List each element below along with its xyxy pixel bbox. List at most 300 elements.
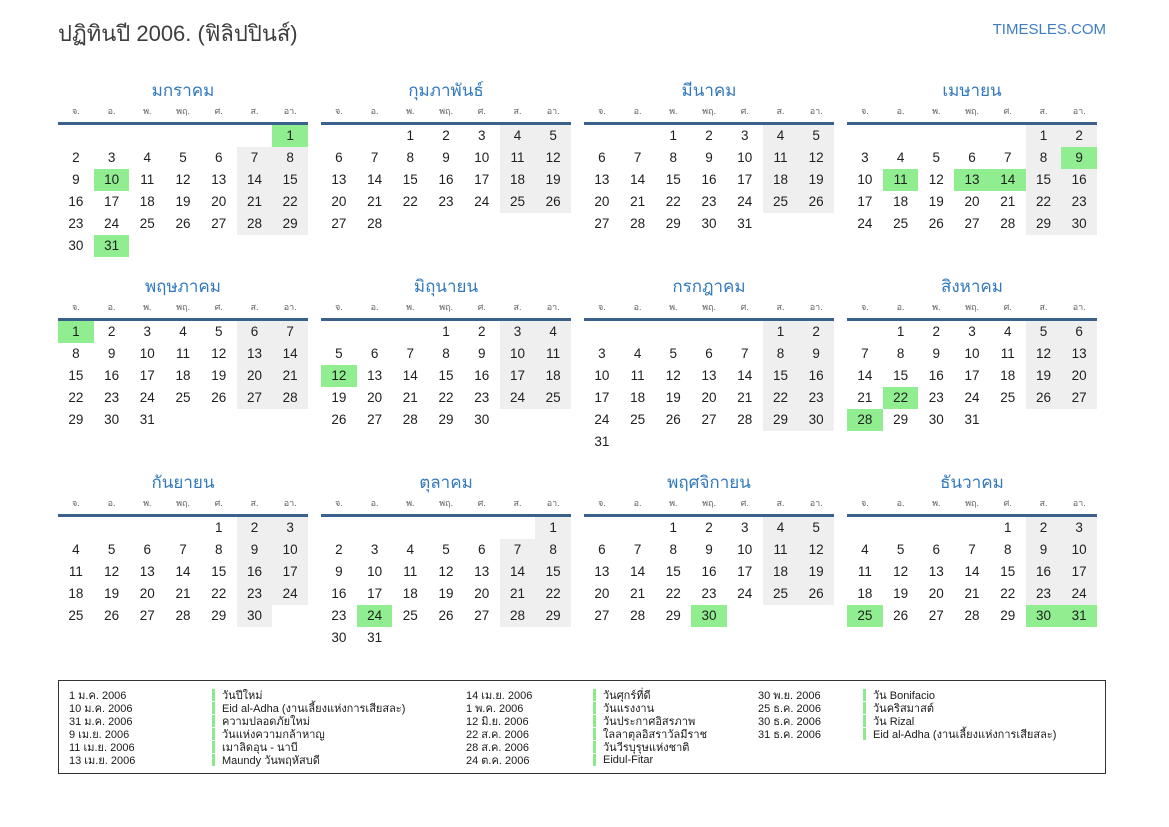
empty-cell	[763, 213, 799, 235]
weekday-header: ศ.	[477, 498, 486, 508]
day-cell: 9	[1026, 539, 1062, 561]
day-cell: 25	[630, 412, 646, 427]
day-cell: 16	[798, 365, 834, 387]
day-cell: 30	[798, 409, 834, 431]
day-cell: 14	[990, 169, 1026, 191]
day-cell: 8	[1026, 147, 1062, 169]
day-cell: 14	[630, 172, 646, 187]
day-cell: 6	[932, 542, 941, 557]
day-cell: 3	[740, 128, 749, 143]
week-row	[584, 321, 834, 343]
week-row	[847, 517, 1097, 539]
empty-cell	[620, 125, 656, 147]
day-cell: 26	[211, 390, 227, 405]
empty-cell	[620, 431, 656, 453]
day-cell: 19	[893, 586, 909, 601]
empty-cell	[691, 431, 727, 453]
day-cell: 1	[272, 125, 308, 147]
day-cell: 16	[928, 368, 944, 383]
day-cell: 16	[1061, 169, 1097, 191]
day-cell: 28	[630, 608, 646, 623]
day-cell: 1	[763, 321, 799, 343]
day-cell: 27	[594, 216, 610, 231]
day-cell: 13	[594, 564, 610, 579]
legend-group	[758, 688, 1105, 740]
empty-cell	[392, 321, 428, 343]
holiday-marker-icon	[212, 754, 215, 766]
legend-label: วัน Bonifacio	[873, 689, 936, 702]
day-cell: 6	[598, 150, 606, 165]
weekday-header: พฤ.	[176, 302, 190, 312]
day-cell: 5	[335, 346, 343, 361]
legend-label: Eid al-Adha (งานเลี้ยงแห่งการเสียสละ)	[222, 702, 406, 715]
week-row	[58, 387, 308, 409]
legend-date: 22 ส.ค. 2006	[466, 728, 530, 741]
holiday-marker-icon	[593, 702, 596, 714]
day-cell: 8	[272, 147, 308, 169]
month-6	[321, 273, 571, 469]
weekday-header: ส.	[513, 106, 522, 116]
day-cell: 13	[954, 169, 990, 191]
day-cell: 15	[438, 368, 454, 383]
week-row	[847, 539, 1097, 561]
day-cell: 4	[1003, 324, 1012, 339]
day-cell: 26	[331, 412, 347, 427]
day-cell: 10	[737, 150, 753, 165]
day-cell: 4	[896, 150, 905, 165]
day-cell: 17	[500, 365, 536, 387]
weekday-header: จ.	[334, 302, 343, 312]
day-cell: 30	[1026, 605, 1062, 627]
weekday-header: พฤ.	[176, 106, 190, 116]
day-cell: 3	[500, 321, 536, 343]
empty-cell	[94, 125, 130, 147]
day-cell: 10	[139, 346, 155, 361]
empty-cell	[428, 517, 464, 539]
legend-label: Eid al-Adha (งานเลี้ยงแห่งการเสียสละ)	[873, 728, 1057, 741]
legend-item	[69, 753, 466, 766]
empty-cell	[129, 517, 165, 539]
day-cell: 13	[928, 564, 944, 579]
week-row	[847, 191, 1097, 213]
day-cell: 16	[104, 368, 120, 383]
day-cell: 7	[272, 321, 308, 343]
week-row	[58, 125, 308, 147]
empty-cell	[655, 321, 691, 343]
week-row	[321, 583, 571, 605]
day-cell: 19	[535, 169, 571, 191]
weekday-header-row	[321, 104, 571, 125]
day-cell: 24	[474, 194, 490, 209]
day-cell: 13	[331, 172, 347, 187]
weekday-header: พฤ.	[439, 302, 453, 312]
day-cell: 4	[633, 346, 642, 361]
day-cell: 11	[535, 343, 571, 365]
month-3	[584, 77, 834, 273]
legend-date: 24 ต.ค. 2006	[466, 754, 530, 767]
legend-date: 1 ม.ค. 2006	[69, 689, 127, 702]
weekday-header: พฤ.	[965, 498, 979, 508]
day-cell: 21	[737, 390, 753, 405]
day-cell: 1	[535, 517, 571, 539]
legend-label: เมาลิดอุน - นาบี	[222, 741, 298, 754]
day-cell: 18	[402, 586, 418, 601]
day-cell: 25	[763, 191, 799, 213]
week-row	[847, 147, 1097, 169]
day-cell: 2	[798, 321, 834, 343]
day-cell: 1	[442, 324, 450, 339]
weekday-header: พฤ.	[702, 498, 716, 508]
legend-label: วันวีรบุรุษแห่งชาติ	[603, 741, 690, 754]
day-cell: 24	[139, 390, 155, 405]
day-cell: 20	[594, 586, 610, 601]
week-row	[584, 125, 834, 147]
weekday-header: อ.	[370, 498, 379, 508]
legend-date: 11 เม.ย. 2006	[69, 741, 135, 754]
weekday-header: ส.	[776, 498, 785, 508]
week-row	[584, 539, 834, 561]
empty-cell	[94, 517, 130, 539]
weekday-header: อ.	[370, 106, 379, 116]
day-cell: 10	[367, 564, 383, 579]
legend-label: วันคริสมาสต์	[873, 702, 934, 715]
weekday-header: พ.	[932, 498, 941, 508]
day-cell: 20	[367, 390, 383, 405]
day-cell: 22	[402, 194, 418, 209]
day-cell: 25	[175, 390, 191, 405]
weekday-header: ส.	[513, 498, 522, 508]
day-cell: 8	[535, 539, 571, 561]
day-cell: 24	[500, 387, 536, 409]
weekday-header: จ.	[71, 498, 80, 508]
day-cell: 4	[500, 125, 536, 147]
day-cell: 10	[94, 169, 130, 191]
day-cell: 23	[68, 216, 84, 231]
empty-cell	[500, 517, 536, 539]
day-cell: 5	[179, 150, 187, 165]
day-cell: 3	[272, 517, 308, 539]
empty-cell	[392, 213, 428, 235]
day-cell: 22	[1000, 586, 1016, 601]
weekday-header: ส.	[776, 106, 785, 116]
empty-cell	[237, 235, 273, 257]
week-row	[847, 343, 1097, 365]
day-cell: 6	[335, 150, 343, 165]
empty-cell	[763, 431, 799, 453]
week-row	[321, 627, 571, 649]
legend-date: 25 ธ.ค. 2006	[758, 702, 822, 715]
legend-date: 31 ม.ค. 2006	[69, 715, 133, 728]
weekday-header: พ.	[932, 106, 941, 116]
holiday-marker-icon	[593, 689, 596, 701]
day-cell: 13	[237, 343, 273, 365]
day-cell: 22	[883, 387, 919, 409]
week-row	[847, 169, 1097, 191]
day-cell: 18	[175, 368, 191, 383]
day-cell: 7	[861, 346, 869, 361]
day-cell: 18	[893, 194, 909, 209]
day-cell: 8	[1003, 542, 1012, 557]
weekday-header: ศ.	[1003, 302, 1012, 312]
day-cell: 30	[691, 605, 727, 627]
empty-cell	[272, 409, 308, 431]
weekday-header-row	[584, 496, 834, 517]
day-cell: 15	[893, 368, 909, 383]
day-cell: 7	[237, 147, 273, 169]
day-cell: 26	[438, 608, 454, 623]
empty-cell	[798, 605, 834, 627]
empty-cell	[620, 321, 656, 343]
day-cell: 25	[763, 583, 799, 605]
day-cell: 7	[500, 539, 536, 561]
weekday-header-row	[847, 496, 1097, 517]
day-cell: 24	[737, 194, 753, 209]
day-cell: 29	[272, 213, 308, 235]
day-cell: 10	[500, 343, 536, 365]
legend-date: 9 เม.ย. 2006	[69, 728, 130, 741]
day-cell: 24	[357, 605, 393, 627]
day-cell: 29	[535, 605, 571, 627]
site-link[interactable]: TIMESLES.COM	[992, 21, 1106, 38]
week-row	[321, 365, 571, 387]
day-cell: 27	[964, 216, 980, 231]
month-2	[321, 77, 571, 273]
day-cell: 28	[402, 412, 418, 427]
empty-cell	[321, 517, 357, 539]
empty-cell	[763, 605, 799, 627]
day-cell: 26	[104, 608, 120, 623]
day-cell: 7	[406, 346, 415, 361]
empty-cell	[165, 409, 201, 431]
holiday-marker-icon	[212, 715, 215, 727]
week-row	[58, 169, 308, 191]
day-cell: 27	[1061, 387, 1097, 409]
week-row	[321, 147, 571, 169]
week-row	[321, 321, 571, 343]
month-title: เมษายน	[942, 81, 1002, 100]
legend-label: วันศุกร์ที่ดี	[603, 689, 651, 702]
weekday-header: พ.	[143, 302, 152, 312]
weekday-header-row	[847, 104, 1097, 125]
day-cell: 6	[370, 346, 379, 361]
holiday-marker-icon	[863, 728, 866, 740]
day-cell: 13	[701, 368, 717, 383]
day-cell: 2	[72, 150, 80, 165]
week-row	[58, 321, 308, 343]
week-row	[58, 191, 308, 213]
day-cell: 18	[500, 169, 536, 191]
weekday-header: อ.	[633, 498, 642, 508]
day-cell: 21	[630, 586, 646, 601]
day-cell: 23	[701, 586, 717, 601]
day-cell: 30	[331, 630, 347, 645]
legend-label: วัน Rizal	[873, 715, 915, 728]
day-cell: 20	[701, 390, 717, 405]
day-cell: 4	[535, 321, 571, 343]
empty-cell	[584, 321, 620, 343]
empty-cell	[727, 321, 763, 343]
weekday-header: จ.	[334, 498, 343, 508]
week-row	[584, 561, 834, 583]
day-cell: 28	[500, 605, 536, 627]
week-row	[321, 561, 571, 583]
day-cell: 22	[1026, 191, 1062, 213]
day-cell: 7	[633, 542, 642, 557]
weekday-header: ส.	[1039, 106, 1048, 116]
empty-cell	[129, 235, 165, 257]
day-cell: 27	[701, 412, 717, 427]
day-cell: 14	[175, 564, 191, 579]
day-cell: 12	[321, 365, 357, 387]
day-cell: 17	[964, 368, 980, 383]
day-cell: 18	[139, 194, 155, 209]
month-title: สิงหาคม	[940, 277, 1003, 296]
day-cell: 15	[535, 561, 571, 583]
weekday-header: อ.	[633, 106, 642, 116]
day-cell: 14	[630, 564, 646, 579]
day-cell: 23	[438, 194, 454, 209]
day-cell: 23	[331, 608, 347, 623]
day-cell: 2	[477, 324, 486, 339]
week-row	[847, 321, 1097, 343]
week-row	[321, 169, 571, 191]
day-cell: 1	[1026, 125, 1062, 147]
week-row	[847, 409, 1097, 431]
day-cell: 21	[237, 191, 273, 213]
weekday-header: ศ.	[214, 106, 223, 116]
day-cell: 7	[179, 542, 187, 557]
weekday-header: พฤ.	[965, 302, 979, 312]
day-cell: 2	[107, 324, 116, 339]
week-row	[58, 561, 308, 583]
day-cell: 14	[402, 368, 418, 383]
day-cell: 14	[964, 564, 980, 579]
day-cell: 8	[763, 343, 799, 365]
day-cell: 20	[331, 194, 347, 209]
day-cell: 14	[857, 368, 873, 383]
weekday-header: ศ.	[740, 106, 749, 116]
week-row	[584, 147, 834, 169]
weekday-header: อ.	[107, 498, 116, 508]
week-row	[321, 343, 571, 365]
day-cell: 15	[665, 564, 681, 579]
day-cell: 24	[104, 216, 120, 231]
month-5	[58, 273, 308, 469]
day-cell: 2	[705, 520, 713, 535]
day-cell: 25	[68, 608, 84, 623]
legend-date: 12 มิ.ย. 2006	[466, 715, 529, 728]
week-row	[58, 147, 308, 169]
empty-cell	[392, 627, 428, 649]
day-cell: 22	[665, 194, 681, 209]
legend-group	[466, 688, 758, 766]
day-cell: 15	[211, 564, 227, 579]
legend-group	[69, 688, 466, 766]
day-cell: 20	[474, 586, 490, 601]
weekday-header: อา.	[1072, 106, 1086, 116]
weekday-header: พ.	[669, 498, 678, 508]
day-cell: 28	[237, 213, 273, 235]
day-cell: 14	[500, 561, 536, 583]
weekday-header: พ.	[406, 498, 415, 508]
weekday-header: ส.	[250, 302, 259, 312]
day-cell: 5	[214, 324, 223, 339]
day-cell: 14	[737, 368, 753, 383]
day-cell: 11	[883, 169, 919, 191]
day-cell: 3	[477, 128, 486, 143]
day-cell: 31	[367, 630, 383, 645]
weekday-header: พฤ.	[176, 498, 190, 508]
day-cell: 17	[367, 586, 383, 601]
week-row	[58, 539, 308, 561]
holiday-marker-icon	[593, 728, 596, 740]
week-row	[584, 583, 834, 605]
weekday-header: อ.	[896, 106, 905, 116]
page-header	[58, 16, 1106, 51]
day-cell: 5	[669, 346, 678, 361]
holiday-marker-icon	[593, 741, 596, 753]
day-cell: 27	[237, 387, 273, 409]
empty-cell	[357, 517, 393, 539]
day-cell: 1	[406, 128, 415, 143]
day-cell: 9	[798, 343, 834, 365]
week-row	[847, 213, 1097, 235]
weekday-header: พ.	[669, 302, 678, 312]
day-cell: 22	[665, 586, 681, 601]
day-cell: 12	[798, 539, 834, 561]
day-cell: 17	[474, 172, 490, 187]
weekday-header-row	[584, 104, 834, 125]
weekday-header: พฤ.	[965, 106, 979, 116]
week-row	[847, 605, 1097, 627]
day-cell: 16	[68, 194, 84, 209]
holiday-marker-icon	[212, 741, 215, 753]
day-cell: 24	[964, 390, 980, 405]
legend-date: 10 ม.ค. 2006	[69, 702, 133, 715]
day-cell: 1	[896, 324, 905, 339]
legend-label: วันปีใหม่	[222, 689, 263, 702]
empty-cell	[918, 517, 954, 539]
empty-cell	[428, 627, 464, 649]
week-row	[58, 605, 308, 627]
day-cell: 20	[139, 586, 155, 601]
month-title: พฤศจิกายน	[667, 473, 751, 492]
day-cell: 29	[438, 412, 454, 427]
month-1	[58, 77, 308, 273]
weekday-header: อา.	[1072, 498, 1086, 508]
day-cell: 29	[68, 412, 84, 427]
legend-item	[758, 727, 1105, 740]
week-row	[321, 125, 571, 147]
weekday-header: อ.	[633, 302, 642, 312]
day-cell: 26	[798, 191, 834, 213]
week-row	[58, 517, 308, 539]
legend-date: 13 เม.ย. 2006	[69, 754, 136, 767]
day-cell: 3	[861, 150, 869, 165]
day-cell: 25	[847, 605, 883, 627]
weekday-header: อา.	[283, 302, 297, 312]
weekday-header: ศ.	[214, 498, 223, 508]
day-cell: 13	[594, 172, 610, 187]
day-cell: 6	[598, 542, 606, 557]
weekday-header: อา.	[283, 498, 297, 508]
weekday-header: ศ.	[477, 302, 486, 312]
month-title: กุมภาพันธ์	[408, 81, 484, 100]
legend-item	[466, 753, 758, 766]
holiday-marker-icon	[212, 728, 215, 740]
day-cell: 17	[272, 561, 308, 583]
weekday-header: ส.	[1039, 498, 1048, 508]
